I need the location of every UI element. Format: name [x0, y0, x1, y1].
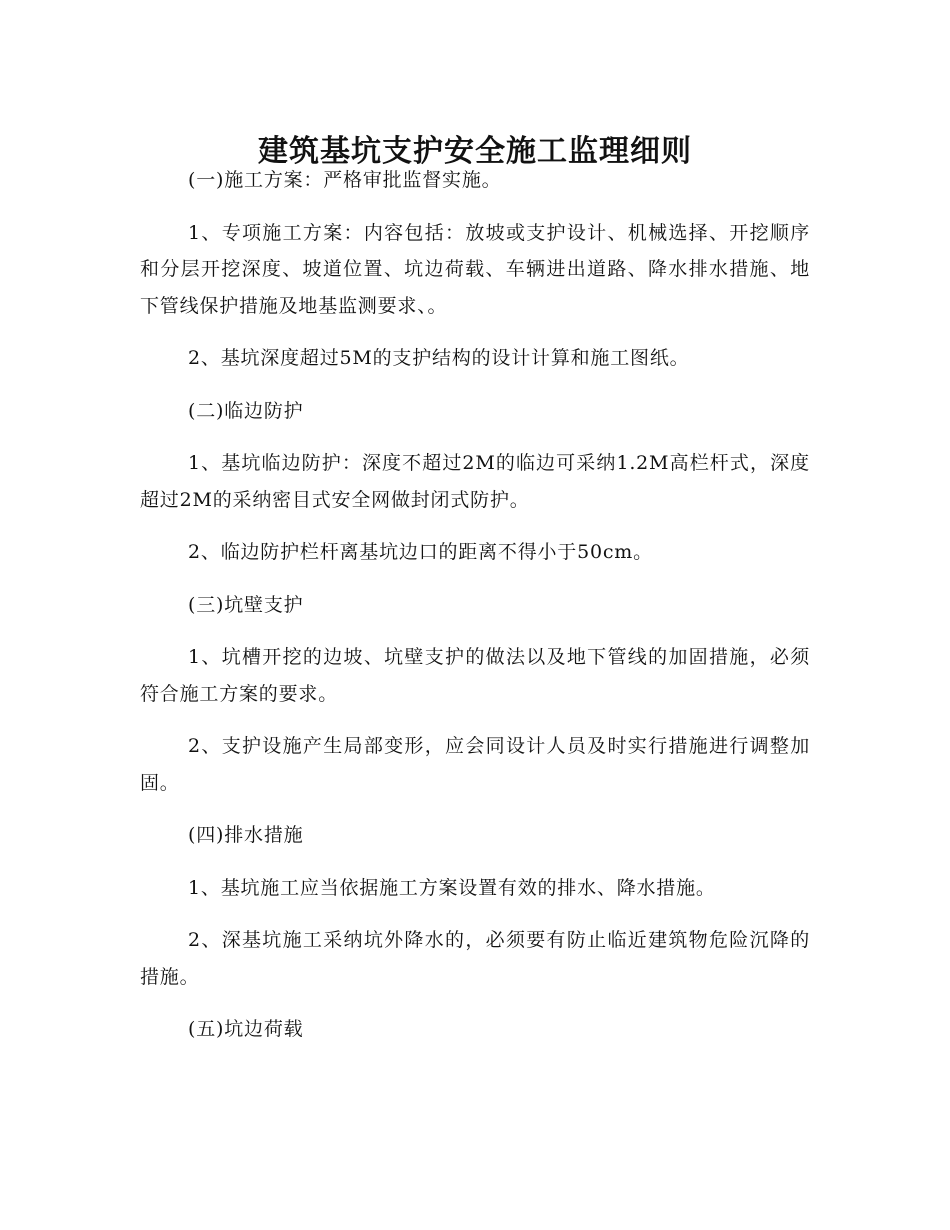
section-heading-pit-wall-support: (三)坑壁支护: [188, 593, 304, 616]
section-heading-edge-load: (五)坑边荷载: [188, 1018, 304, 1040]
paragraph-edge-protection-rule: 1、基坑临边防护：深度不超过2M的临边可采纳1.2M高栏杆式，深度超过2M的采纳密目式安全网做封闭式防护。: [140, 452, 810, 511]
paragraph-external-dewatering: 2、深基坑施工采纳坑外降水的，必须要有防止临近建筑物危险沉降的措施。: [140, 929, 810, 988]
paragraph-slope-support-methods: 1、坑槽开挖的边坡、坑壁支护的做法以及地下管线的加固措施，必须符合施工方案的要求。: [140, 646, 810, 705]
paragraph-railing-distance: 2、临边防护栏杆离基坑边口的距离不得小于50cm。: [188, 541, 653, 563]
document-body: [140, 162, 810, 1064]
paragraph-drainage-measures: 1、基坑施工应当依据施工方案设置有效的排水、降水措施。: [188, 876, 716, 899]
paragraph-support-design-drawings: 2、基坑深度超过5M的支护结构的设计计算和施工图纸。: [188, 347, 690, 369]
paragraph-special-construction-plan: 1、专项施工方案：内容包括：放坡或支护设计、机械选择、开挖顺序和分层开挖深度、坡道位置、坑边荷载、车辆进出道路、降水排水措施、地下管线保护措施及地基监测要求、。: [140, 221, 810, 317]
document-title: 建筑基坑支护安全施工监理细则: [258, 134, 692, 170]
section-heading-construction-plan: (一)施工方案：严格审批监督实施。: [188, 169, 502, 191]
section-heading-drainage: (四)排水措施: [188, 824, 304, 846]
paragraph-deformation-adjustment: 2、支护设施产生局部变形，应会同设计人员及时实行措施进行调整加固。: [140, 735, 810, 794]
section-heading-edge-protection: (二)临边防护: [188, 399, 304, 422]
